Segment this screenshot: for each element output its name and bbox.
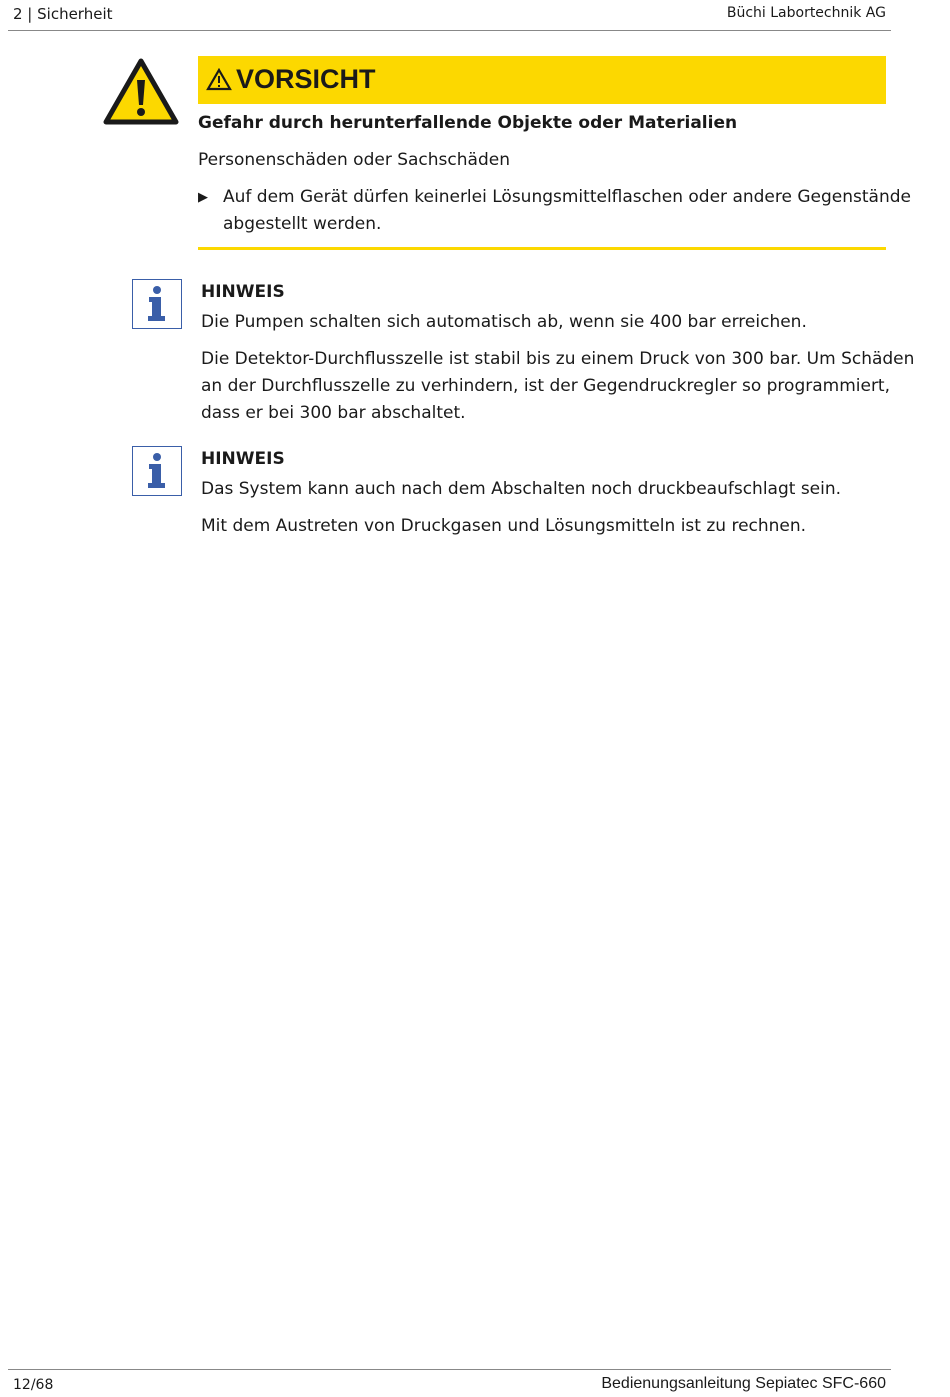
caution-end-rule: [198, 247, 886, 250]
info-icon: [132, 279, 182, 329]
footer-rule: [8, 1369, 891, 1370]
bullet-arrow-icon: ▶: [198, 190, 208, 205]
caution-consequence: Personenschäden oder Sachschäden: [198, 150, 510, 170]
caution-title: Gefahr durch herunterfallende Objekte oder Materialien: [198, 113, 738, 133]
warning-triangle-icon: [103, 58, 179, 126]
header-section: 2 | Sicherheit: [13, 5, 113, 23]
notice1-p1: Die Pumpen schalten sich automatisch ab, wenn sie 400 bar erreichen.: [201, 312, 807, 332]
header-rule: [8, 30, 891, 31]
notice2-p2: Mit dem Austreten von Druckgasen und Lösungsmitteln ist zu rechnen.: [201, 516, 807, 536]
caution-action-line1: Auf dem Gerät dürfen keinerlei Lösungsmittelflaschen oder andere Gegenstände: [223, 187, 911, 207]
page-number: 12/68: [13, 1377, 54, 1393]
notice1-p2-l2: an der Durchflusszelle zu verhindern, ist der Gegendruckregler so programmiert,: [201, 376, 890, 396]
header-company: Büchi Labortechnik AG: [726, 5, 886, 21]
notice1-p2-l1: Die Detektor-Durchflusszelle ist stabil bis zu einem Druck von 300 bar. Um Schäden: [201, 349, 915, 369]
notice2-label: HINWEIS: [201, 449, 285, 469]
notice1-label: HINWEIS: [201, 282, 285, 302]
notice2-p1: Das System kann auch nach dem Abschalten noch druckbeaufschlagt sein.: [201, 479, 842, 499]
caution-action-line2: abgestellt werden.: [223, 214, 382, 234]
footer-title: Bedienungsanleitung Sepiatec SFC-660: [601, 1375, 886, 1392]
small-warning-icon: [206, 68, 232, 91]
caution-banner: [198, 56, 886, 104]
info-icon: [132, 446, 182, 496]
caution-label: VORSICHT: [236, 64, 376, 94]
notice1-p2-l3: dass er bei 300 bar abschaltet.: [201, 403, 466, 423]
